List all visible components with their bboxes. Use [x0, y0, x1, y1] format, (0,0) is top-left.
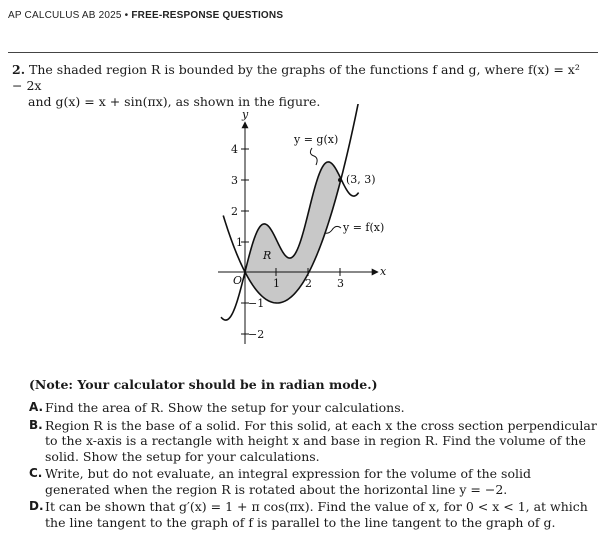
page-header [8, 10, 283, 21]
g-function-label: y = g(x) [294, 133, 339, 146]
part-a [29, 400, 599, 416]
part-b [29, 418, 599, 465]
y-axis-label: y [242, 108, 249, 121]
stem-line-2: and g(x) = x + sin(πx), as shown in the figure. [28, 94, 321, 109]
x-axis-label: x [380, 265, 387, 278]
g-label-pointer [310, 148, 317, 165]
point-3-3 [338, 178, 342, 182]
question-parts [29, 400, 599, 532]
region-label: R [263, 249, 272, 262]
y-tick-4: 4 [231, 143, 238, 156]
section-title: FREE-RESPONSE QUESTIONS [131, 10, 284, 21]
part-d-text: It can be shown that g′(x) = 1 + π cos(πx). Find the value of x, for 0 < x < 1, at which the line tangent to the graph of f is parallel to the line tangent to the graph of g. [45, 499, 588, 530]
part-a-text: Find the area of R. Show the setup for your calculations. [45, 400, 405, 415]
shaded-region-r [245, 162, 341, 303]
f-function-label: y = f(x) [343, 221, 385, 234]
y-tick-1: 1 [236, 236, 243, 249]
x-tick-2: 2 [305, 277, 312, 290]
part-c [29, 466, 599, 497]
stem-line-1 [12, 62, 592, 94]
part-c-label: C. [29, 466, 43, 480]
question-stem [12, 62, 592, 110]
calculator-note: (Note: Your calculator should be in radian mode.) [29, 377, 378, 392]
x-tick-3: 3 [337, 277, 344, 290]
exam-title: AP CALCULUS AB 2025 [8, 10, 122, 21]
part-b-text: Region R is the base of a solid. For this solid, at each x the cross section perpendicular to the x-axis is a rectangle with height x and base in region R. Find the volume of the solid. Show the setup for your calculations. [45, 417, 597, 464]
point-label: (3, 3) [346, 173, 376, 186]
y-tick-neg1: −1 [248, 297, 265, 310]
header-divider [8, 52, 598, 53]
x-tick-1: 1 [273, 277, 280, 290]
origin-label: O [233, 274, 243, 287]
region-graph [200, 104, 415, 354]
part-d [29, 499, 599, 530]
part-c-text: Write, but do not evaluate, an integral expression for the volume of the solid generated when the region R is rotated about the horizontal line y = −2. [45, 466, 531, 497]
part-a-label: A. [29, 400, 44, 414]
part-d-label: D. [29, 499, 44, 513]
y-tick-neg2: −2 [248, 328, 265, 341]
y-tick-2: 2 [231, 205, 238, 218]
stem-text-1: The shaded region R is bounded by the graphs of the functions f and g, where f(x) = x² − 2x [12, 62, 580, 93]
part-b-label: B. [29, 417, 43, 432]
header-separator: • [124, 10, 129, 21]
question-number: 2. [12, 62, 26, 77]
y-tick-3: 3 [231, 174, 238, 187]
